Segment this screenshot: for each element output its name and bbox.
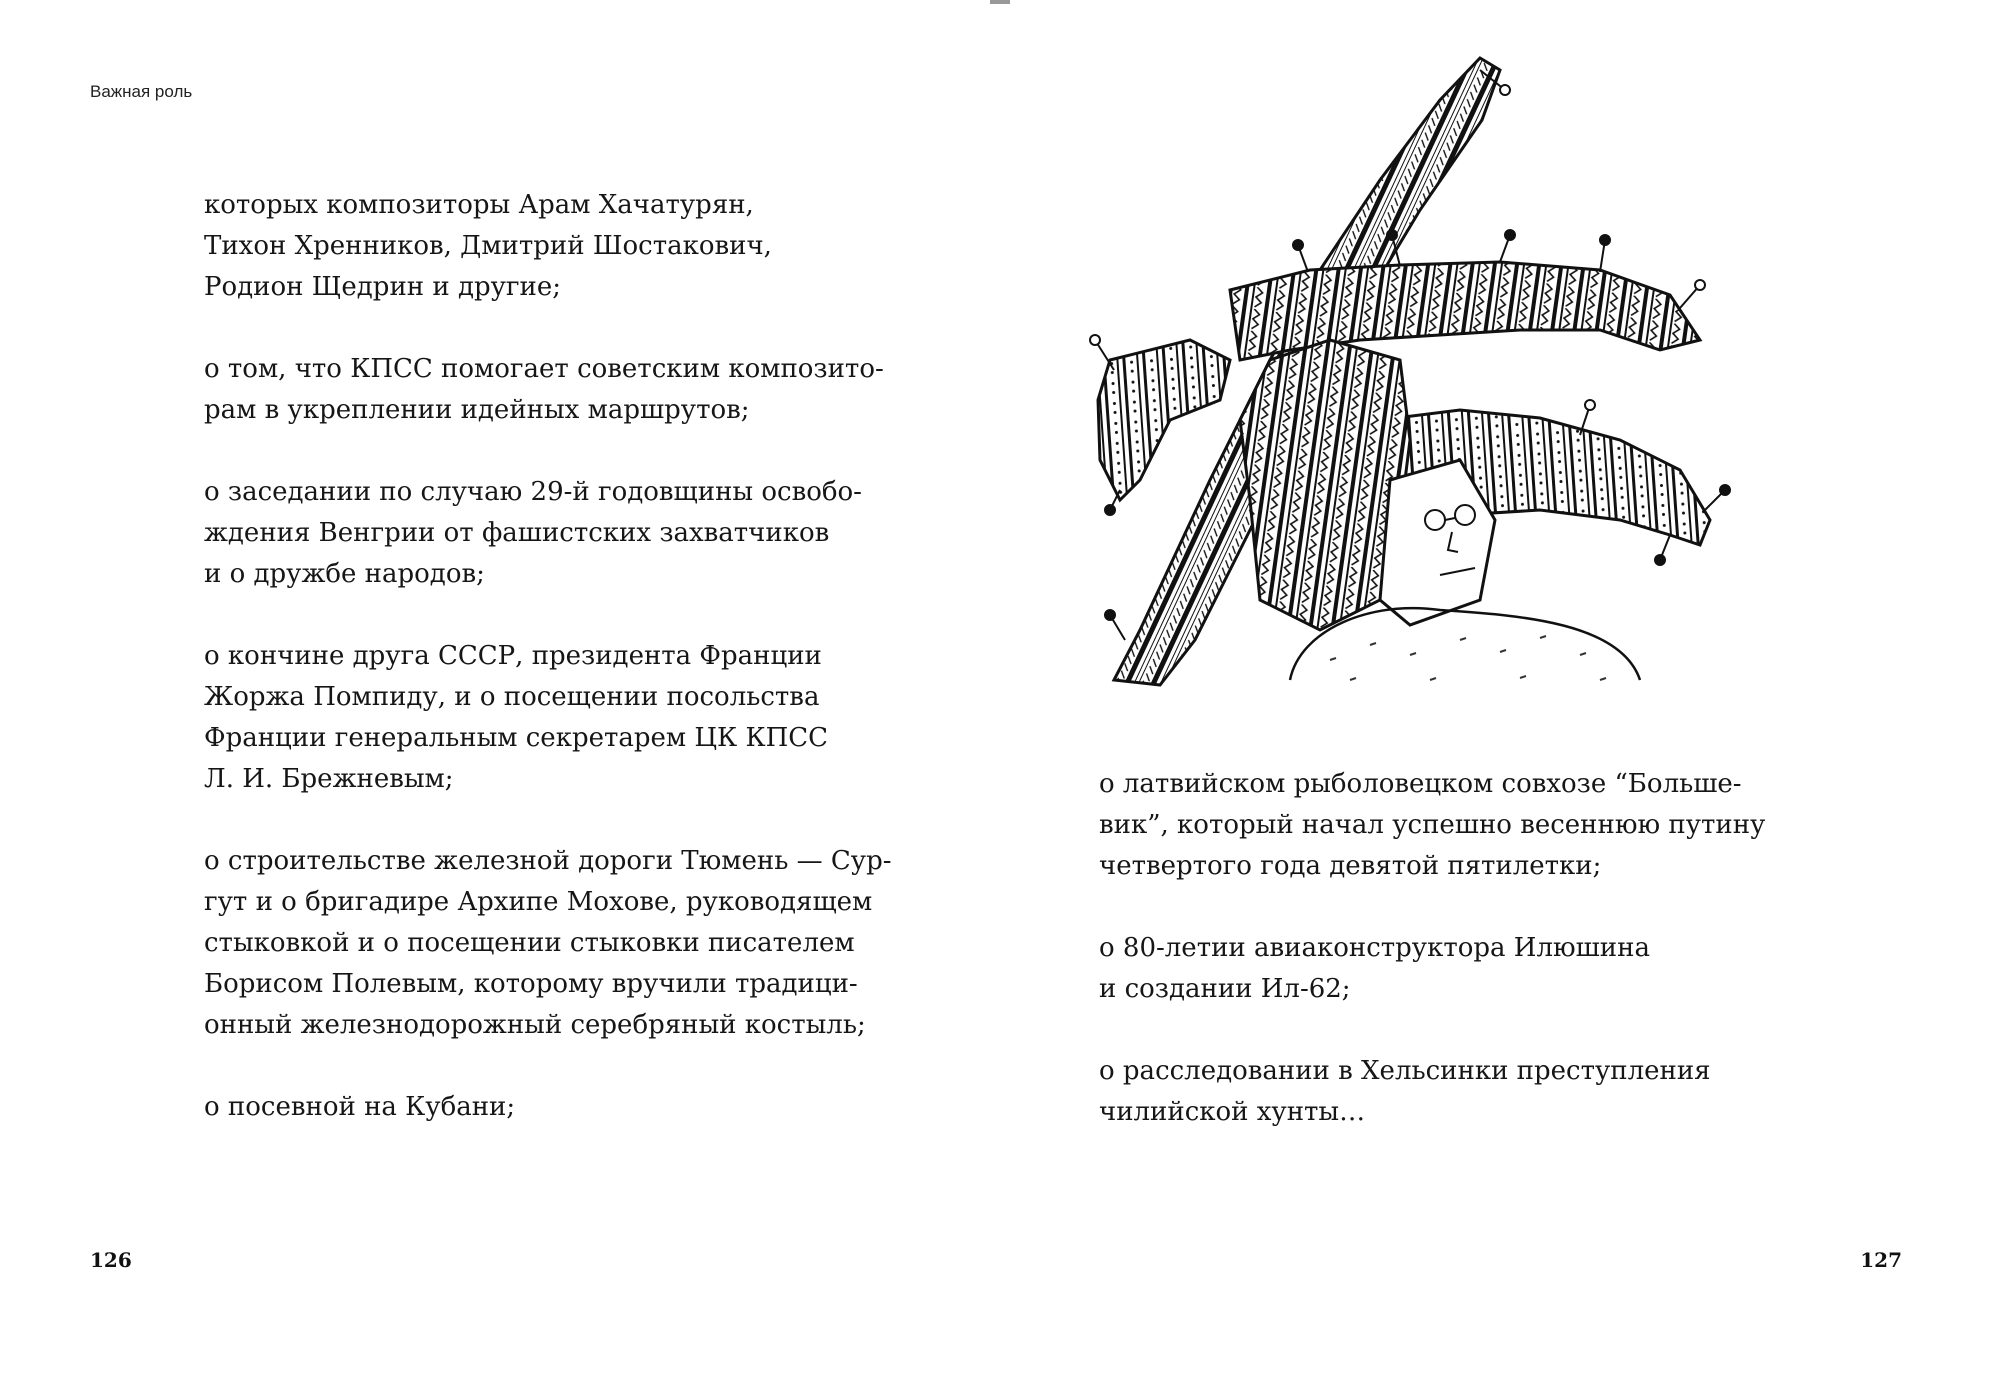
text-line: Франции генеральным секретарем ЦК КПСС <box>204 723 829 753</box>
text-line: гут и о бригадире Архипе Мохове, руководящем <box>204 887 873 917</box>
text-line: ждения Венгрии от фашистских захватчиков <box>204 518 830 548</box>
text-line: вик”, который начал успешно весеннюю путину <box>1099 810 1766 840</box>
gutter-mark <box>990 0 1010 4</box>
left-page-text <box>204 185 904 1169</box>
text-line: рам в укреплении идейных маршрутов; <box>204 395 750 425</box>
text-line: чилийской хунты… <box>1099 1097 1366 1127</box>
text-line: и создании Ил-62; <box>1099 974 1351 1004</box>
text-line: и о дружбе народов; <box>204 559 485 589</box>
text-line: о расследовании в Хельсинки преступления <box>1099 1056 1711 1086</box>
paragraph <box>1099 1051 1799 1133</box>
paragraph <box>204 349 904 431</box>
paragraph <box>204 1087 904 1128</box>
text-line: онный железнодорожный серебряный костыль; <box>204 1010 866 1040</box>
text-line: о том, что КПСС помогает советским композито- <box>204 354 884 384</box>
paragraph <box>204 185 904 308</box>
running-head: Важная роль <box>90 82 193 101</box>
text-line: Тихон Хренников, Дмитрий Шостакович, <box>204 231 772 261</box>
paragraph <box>204 472 904 595</box>
text-line: о кончине друга СССР, президента Франции <box>204 641 822 671</box>
right-page-text <box>1099 764 1799 1174</box>
text-line: Родион Щедрин и другие; <box>204 272 562 302</box>
text-line: Борисом Полевым, которому вручили традици- <box>204 969 858 999</box>
paragraph <box>204 636 904 800</box>
text-line: о 80-летии авиаконструктора Илюшина <box>1099 933 1650 963</box>
text-line: о заседании по случаю 29-й годовщины освобо- <box>204 477 862 507</box>
text-line: которых композиторы Арам Хачатурян, <box>204 190 754 220</box>
text-line: о строительстве железной дороги Тюмень — Сур- <box>204 846 892 876</box>
text-line: стыковкой и о посещении стыковки писателем <box>204 928 855 958</box>
page-number-right: 127 <box>1860 1248 1902 1272</box>
text-line: четвертого года девятой пятилетки; <box>1099 851 1602 881</box>
text-line: Л. И. Брежневым; <box>204 764 454 794</box>
patterned-scarf-figure-illustration <box>1080 40 1840 700</box>
text-line: о латвийском рыболовецком совхозе “Больше- <box>1099 769 1742 799</box>
text-line: Жоржа Помпиду, и о посещении посольства <box>204 682 820 712</box>
text-line: о посевной на Кубани; <box>204 1092 516 1122</box>
paragraph <box>1099 764 1799 887</box>
paragraph <box>204 841 904 1046</box>
paragraph <box>1099 928 1799 1010</box>
page-number-left: 126 <box>90 1248 132 1272</box>
